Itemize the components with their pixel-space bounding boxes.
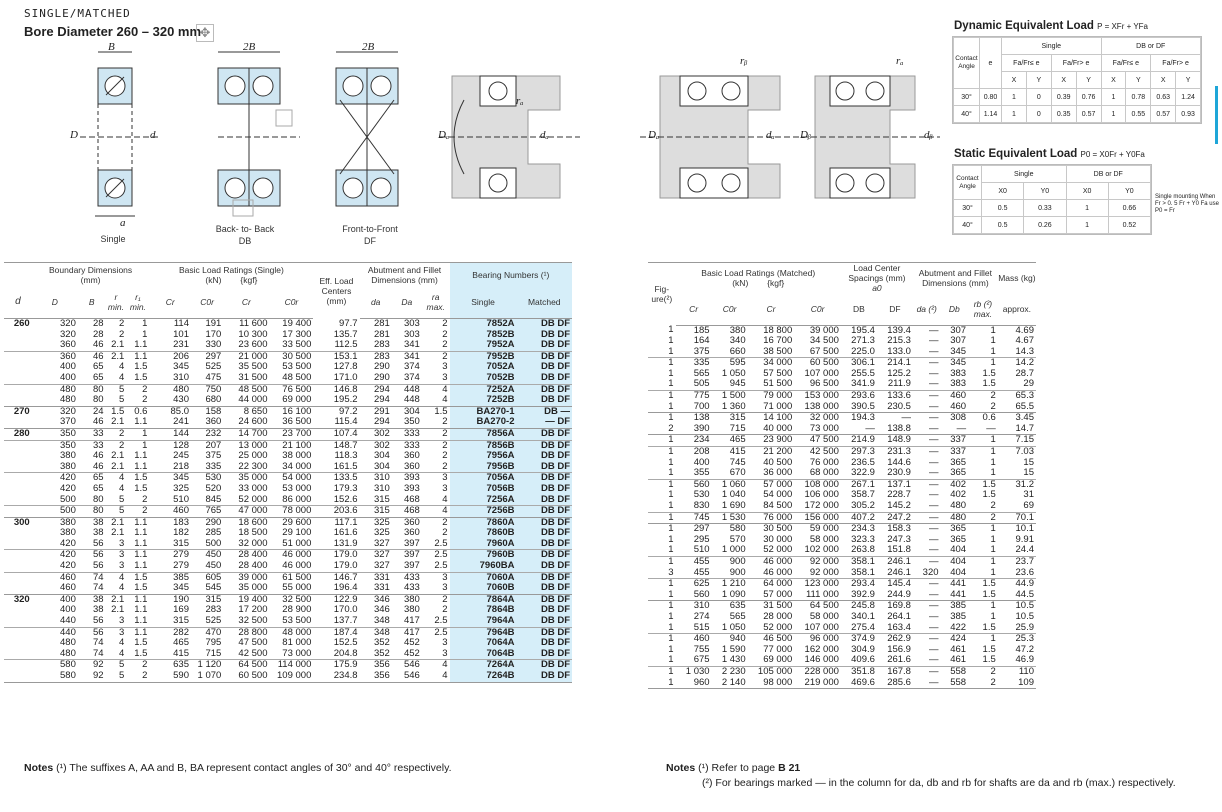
- table-row: 460 74 4 1.5 385 605 39 000 61 500 146.7 331 433 3 7060A DB DF: [4, 572, 572, 583]
- label-d: d: [150, 129, 156, 141]
- table-row: 1 185 380 18 800 39 000 195.4 139.4 — 307 1 4.69: [668, 324, 1034, 336]
- table-row: 440 56 3 1.1 315 525 32 500 53 500 137.7 348 417 2.5 7964A DB DF: [60, 615, 570, 627]
- label-D: D: [70, 129, 78, 141]
- label-da-2: dₐ: [766, 129, 775, 141]
- table-row: 1 138 315 14 100 32 000 194.3 — — 308 0.6 3.45: [648, 413, 1036, 424]
- table-row: 1 460 940 46 500 96 000 374.9 262.9 — 424 1 25.3: [648, 634, 1036, 645]
- table-row: 320 28 2 1 101 170 10 300 17 300 135.7 281 303 2 7852B DB DF: [60, 328, 570, 340]
- table-row: 380 38 2.1 1.1 182 285 18 500 29 100 161.6 325 360 2 7860B DB DF: [60, 527, 570, 539]
- table-row: 1 830 1 690 84 500 172 000 305.2 145.2 — 480 2 69: [668, 500, 1034, 511]
- caption-db: DB: [238, 236, 252, 246]
- dynamic-load-title: Dynamic Equivalent Load P = XFr + YFa: [954, 20, 1148, 32]
- table-row: 400 65 4 1.5 310 475 31 500 48 500 171.0 290 374 3 7052B DB DF: [60, 371, 570, 383]
- table-row: 2 390 715 40 000 73 000 — 138.8 — — — 14.7: [668, 422, 1034, 434]
- dynamic-row: 40° 1.14 1 0 0.35 0.57 1 0.55 0.57 0.93: [954, 106, 1201, 123]
- table-row: 1 505 945 51 500 96 500 341.9 211.9 — 383 1.5 29: [668, 378, 1034, 390]
- df-bearing-drawing: [336, 52, 398, 206]
- table-row: 420 65 4 1.5 345 530 35 000 54 000 133.5 310 393 3 7056A DB DF: [4, 473, 572, 484]
- table-row: 1 515 1 050 52 000 107 000 275.4 163.4 — 422 1.5 25.9: [668, 621, 1034, 633]
- label-rb: rᵦ: [740, 55, 748, 67]
- table-row: 500 80 5 2 510 845 52 000 86 000 152.6 315 468 4 7256A DB DF: [60, 493, 570, 505]
- notes-right-1: Notes (¹) Refer to page B 21: [666, 762, 801, 774]
- single-bearing-drawing: [80, 52, 160, 216]
- notes-right-2: (²) For bearings marked — in the column for da, db and rb for shafts are da and rb (max.) respectively.: [702, 777, 1176, 789]
- static-row: 40° 0.5 0.26 1 0.52: [954, 217, 1151, 234]
- table-row: 400 38 2.1 1.1 169 283 17 200 28 900 170.0 346 380 2 7864B DB DF: [60, 604, 570, 616]
- table-row: 350 33 2 1 128 207 13 000 21 100 148.7 302 333 2 7856B DB DF: [4, 440, 572, 451]
- table-row: 1 297 580 30 500 59 000 234.3 158.3 — 365 1 10.1: [648, 524, 1036, 535]
- table-row: 1 625 1 210 64 000 123 000 293.4 145.4 — 441 1.5 44.9: [648, 579, 1036, 590]
- table-row: 320 400 38 2.1 1.1 190 315 19 400 32 500 122.9 346 380 2 7864A DB DF: [4, 594, 572, 605]
- caption-front: Front-to-Front: [342, 224, 398, 234]
- label-Da: Dₐ: [438, 129, 450, 141]
- dynamic-row: 30° 0.80 1 0 0.39 0.76 1 0.78 0.63 1.24: [954, 89, 1201, 106]
- table-row: 1 295 570 30 000 58 000 323.3 247.3 — 365 1 9.91: [668, 533, 1034, 545]
- caption-df: DF: [364, 236, 376, 246]
- label-2B: 2B: [243, 41, 256, 53]
- matched-ratings-table: Fig-ure(²) Basic Load Ratings (Matched) (kN) {kgf} Load Center Spacings (mm) a0 Abutment and Fillet Dimensions (mm) Mass (kg) Cr C0r Cr C0r DB DF da (²) Db rb (²) max. approx. 1 185 380 18 800 39 000 195.4 139.4 — 307 1 4.69 1 164 340 16 700 34 500 271.3 215.3 — 307 1 4.67 1 375 660 38 500 67 500 225.0 133.0 — 345 1 14.3 1 335 595 34 000 60 500 306.1 214.1 — 345 1 14.2 1 565 1 050 57 500 107 000 255.5 125.2 — 383 1.5 28.7 1 505 945 51 500 96 500 341.9 211.9 — 383 1.5 29 1 775 1 500 79 000 153 000 293.6 133.6 — 460 2 65.3 1 700 1 360 71 000 138 000 390.5 230.5 — 460 2 65.5 1 138 315 14 100 32 000 194.3 — — 308 0.6 3.45 2 390 715 40 000 73 000 — 138.8 — — — 14.7 1 234 465 23 900 47 500 214.9 148.9 — 337 1 7.15 1 208 415 21 200 42 500 297.3 231.3 — 337 1 7.03 1 400 745 40 500 76 000 236.5 144.6 — 365 1 15 1 355 670 36 000 68 000 322.9 230.9 — 365 1 15 1 560 1 060 57 000 108 000 267.1 137.1 — 402 1.5 31.2 1 530 1 040 54 000 106 000 358.7 228.7 — 402 1.5 31 1 830 1 690 84 500 172 000 305.2 145.2 — 480 2 69 1 745 1 530 76 000 156 000 407.2 247.2 — 480 2 70.1 1 297 580 30 500 59 000 234.3 158.3 — 365 1 10.1 1 295 570 30 000 58 000 323.3 247.3 — 365 1 9.91 1 510 1 000 52 000 102 000 263.8 151.8 — 404 1 24.4 1 455 900 46 000 92 000 358.1 246.1 — 404 1 23.7 3 455 900 46 000 92 000 358.1 246.1 320 404 1 23.6 1 625 1 210 64 000 123 000 293.4 145.4 — 441 1.5 44.9 1 560 1 090 57 000 111 000 392.9 244.9 — 441 1.5 44.5 1 310 635 31 500 64 500 245.8 169.8 — 385 1 10.5 1 274 565 28 000 58 000 340.1 264.1 — 385 1 10.5 1 515 1 050 52 000 107 000 275.4 163.4 — 422 1.5 25.9 1 460 940 46 500 96 000 374.9 262.9 — 424 1 25.3 1 755 1 590 77 000 162 000 304.9 156.9 — 461 1.5 47.2 1 675 1 430 69 000 146 000 409.6 261.6 — 461 1.5 46.9 1 1 030 2 230 105 000 228 000 351.8 167.8 — 558 2 110 1 960 2 140 98 000 219 000 469.6 285.6 — 558 2 109: [648, 262, 1036, 689]
- table-row: 1 375 660 38 500 67 500 225.0 133.0 — 345 1 14.3: [668, 345, 1034, 357]
- table-row: 480 80 5 2 430 680 44 000 69 000 195.2 294 448 4 7252B DB DF: [60, 394, 570, 406]
- dynamic-load-table: Contact Angle e Single DB or DF Fa/Fr≤ e Fa/Fr> e Fa/Fr≤ e Fa/Fr> e X Y X Y X Y X Y 30° 0.80 1 0 0.39 0.76 1 0.78 0.63 1.24 40° 1.14 1 0 0.35 0.57 1 0.55 0.57 0.93: [952, 36, 1202, 124]
- table-row: 1 560 1 090 57 000 111 000 392.9 244.9 — 441 1.5 44.5: [668, 588, 1034, 600]
- label-a: a: [120, 217, 126, 229]
- table-row: 1 400 745 40 500 76 000 236.5 144.6 — 365 1 15: [668, 456, 1034, 468]
- table-row: 360 46 2.1 1.1 206 297 21 000 30 500 153.1 283 341 2 7952B DB DF: [4, 351, 572, 362]
- move-icon[interactable]: ✥: [196, 24, 214, 42]
- static-load-table: Contact Angle Single DB or DF X0 Y0 X0 Y0 30° 0.5 0.33 1 0.66 40° 0.5 0.26 1 0.52: [952, 164, 1152, 235]
- table-row: 480 74 4 1.5 465 795 47 500 81 000 152.5 352 452 3 7064A DB DF: [60, 637, 570, 649]
- table-row: 380 46 2.1 1.1 245 375 25 000 38 000 118.3 304 360 2 7956A DB DF: [60, 450, 570, 462]
- table-row: 1 960 2 140 98 000 219 000 469.6 285.6 — 558 2 109: [648, 678, 1036, 689]
- table-row: 580 92 5 2 635 1 120 64 500 114 000 175.9 356 546 4 7264A DB DF: [4, 660, 572, 671]
- table-row: 1 455 900 46 000 92 000 358.1 246.1 — 404 1 23.7: [648, 556, 1036, 567]
- table-row: 1 675 1 430 69 000 146 000 409.6 261.6 — 461 1.5 46.9: [668, 654, 1034, 666]
- label-ra: rₐ: [516, 95, 524, 107]
- label-B: B: [108, 41, 115, 53]
- table-row: 1 208 415 21 200 42 500 297.3 231.3 — 337 1 7.03: [648, 447, 1036, 458]
- table-row: 1 700 1 360 71 000 138 000 390.5 230.5 — 460 2 65.5: [668, 400, 1034, 412]
- matched-mounted-drawings: [640, 40, 950, 230]
- label-Da-2: Dₐ: [648, 129, 660, 141]
- static-load-title: Static Equivalent Load P0 = X0Fr + Y0Fa: [954, 148, 1145, 160]
- static-load-note: Single mounting When Fr > 0. 5 Fr + Y0 Fa use P0 = Fr: [1155, 194, 1219, 214]
- bearing-dimensions-table: Boundary Dimensions (mm) Basic Load Ratings (Single) (kN) {kgf} Eff. Load Centers (mm) Abutment and Fillet Dimensions (mm) Bearing Numbers (¹) d D B r min. r₁ min. Cr C0r Cr C0r da Da ra max. Single Matched 260 320 28 2 1 114 191 11 600 19 400 97.7 281 303 2 7852A DB DF 320 28 2 1 101 170 10 300 17 300 135.7 281 303 2 7852B DB DF 360 46 2.1 1.1 231 330 23 600 33 500 112.5 283 341 2 7952A DB DF 360 46 2.1 1.1 206 297 21 000 30 500 153.1 283 341 2 7952B DB DF 400 65 4 1.5 345 525 35 500 53 500 127.8 290 374 3 7052A DB DF 400 65 4 1.5 310 475 31 500 48 500 171.0 290 374 3 7052B DB DF 480 80 5 2 480 750 48 500 76 500 146.8 294 448 4 7252A DB DF 480 80 5 2 430 680 44 000 69 000 195.2 294 448 4 7252B DB DF 270 320 24 1.5 0.6 85.0 158 8 650 16 100 97.2 291 304 1.5 BA270-1 DB — 370 46 2.1 1.1 241 360 24 600 36 500 115.4 294 350 2 BA270-2 — DF 280 350 33 2 1 144 232 14 700 23 700 107.4 302 333 2 7856A DB DF 350 33 2 1 128 207 13 000 21 100 148.7 302 333 2 7856B DB DF 380 46 2.1 1.1 245 375 25 000 38 000 118.3 304 360 2 7956A DB DF 380 46 2.1 1.1 218 335 22 300 34 000 161.5 304 360 2 7956B DB DF 420 65 4 1.5 345 530 35 000 54 000 133.5 310 393 3 7056A DB DF 420 65 4 1.5 325 520 33 000 53 000 179.3 310 393 3 7056B DB DF 500 80 5 2 510 845 52 000 86 000 152.6 315 468 4 7256A DB DF 500 80 5 2 460 765 47 000 78 000 203.6 315 468 4 7256B DB DF 300 380 38 2.1 1.1 183 290 18 600 29 600 117.1 325 360 2 7860A DB DF 380 38 2.1 1.1 182 285 18 500 29 100 161.6 325 360 2 7860B DB DF 420 56 3 1.1 315 500 32 000 51 000 131.9 327 397 2.5 7960A DB DF 420 56 3 1.1 279 450 28 400 46 000 179.0 327 397 2.5 7960B DB DF 420 56 3 1.1 279 450 28 400 46 000 179.0 327 397 2.5 7960BA DB DF 460 74 4 1.5 385 605 39 000 61 500 146.7 331 433 3 7060A DB DF 460 74 4 1.5 345 545 35 000 55 000 196.4 331 433 3 7060B DB DF 320 400 38 2.1 1.1 190 315 19 400 32 500 122.9 346 380 2 7864A DB DF 400 38 2.1 1.1 169 283 17 200 28 900 170.0 346 380 2 7864B DB DF 440 56 3 1.1 315 525 32 500 53 500 137.7 348 417 2.5 7964A DB DF 440 56 3 1.1 282 470 28 800 48 000 187.4 348 417 2.5 7964B DB DF 480 74 4 1.5 465 795 47 500 81 000 152.5 352 452 3 7064A DB DF 480 74 4 1.5 415 715 42 500 73 000 204.8 352 452 3 7064B DB DF 580 92 5 2 635 1 120 64 500 114 000 175.9 356 546 4 7264A DB DF 580 92 5 2 590 1 070 60 500 109 000 234.8 356 546 4 7264B DB DF: [4, 262, 572, 683]
- table-row: 1 755 1 590 77 000 162 000 304.9 156.9 — 461 1.5 47.2: [668, 643, 1034, 655]
- table-row: 420 56 3 1.1 279 450 28 400 46 000 179.0 327 397 2.5 7960BA DB DF: [60, 560, 570, 572]
- table-row: 1 310 635 31 500 64 500 245.8 169.8 — 385 1 10.5: [648, 601, 1036, 612]
- table-row: 1 745 1 530 76 000 156 000 407.2 247.2 — 480 2 70.1: [648, 512, 1036, 524]
- table-row: 1 335 595 34 000 60 500 306.1 214.1 — 345 1 14.2: [648, 358, 1036, 369]
- table-row: 460 74 4 1.5 345 545 35 000 55 000 196.4 331 433 3 7060B DB DF: [60, 582, 570, 594]
- mounted-single-drawing: [440, 76, 580, 198]
- table-row: 480 80 5 2 480 750 48 500 76 500 146.8 294 448 4 7252A DB DF: [4, 384, 572, 395]
- table-row: 1 530 1 040 54 000 106 000 358.7 228.7 — 402 1.5 31: [668, 489, 1034, 501]
- label-db: dᵦ: [924, 129, 933, 141]
- table-row: 420 65 4 1.5 325 520 33 000 53 000 179.3 310 393 3 7056B DB DF: [60, 482, 570, 494]
- table-row: 1 274 565 28 000 58 000 340.1 264.1 — 385 1 10.5: [668, 610, 1034, 622]
- table-row: 400 65 4 1.5 345 525 35 500 53 500 127.8 290 374 3 7052A DB DF: [60, 361, 570, 373]
- table-row: 300 380 38 2.1 1.1 183 290 18 600 29 600 117.1 325 360 2 7860A DB DF: [4, 517, 572, 528]
- label-ra-2: rₐ: [896, 55, 904, 67]
- label-2B-df: 2B: [362, 41, 375, 53]
- table-row: 480 74 4 1.5 415 715 42 500 73 000 204.8 352 452 3 7064B DB DF: [60, 647, 570, 659]
- table-row: 1 775 1 500 79 000 153 000 293.6 133.6 — 460 2 65.3: [648, 391, 1036, 402]
- table-row: 380 46 2.1 1.1 218 335 22 300 34 000 161.5 304 360 2 7956B DB DF: [60, 460, 570, 472]
- table-row: 420 56 3 1.1 315 500 32 000 51 000 131.9 327 397 2.5 7960A DB DF: [60, 537, 570, 549]
- table-row: 1 560 1 060 57 000 108 000 267.1 137.1 — 402 1.5 31.2: [648, 479, 1036, 490]
- table-row: 1 1 030 2 230 105 000 228 000 351.8 167.8 — 558 2 110: [648, 666, 1036, 677]
- notes-left: Notes (¹) The suffixes A, AA and B, BA represent contact angles of 30° and 40° respectively.: [24, 762, 452, 774]
- table-row: 580 92 5 2 590 1 070 60 500 109 000 234.8 356 546 4 7264B DB DF: [4, 671, 572, 682]
- page-title: Bore Diameter 260 – 320 mm: [24, 24, 202, 39]
- table-row: 440 56 3 1.1 282 470 28 800 48 000 187.4 348 417 2.5 7964B DB DF: [4, 627, 572, 638]
- caption-back: Back- to- Back: [215, 224, 275, 234]
- table-row: 3 455 900 46 000 92 000 358.1 246.1 320 404 1 23.6: [668, 566, 1034, 578]
- page-tab-marker: [1215, 86, 1218, 144]
- table-row: 1 510 1 000 52 000 102 000 263.8 151.8 — 404 1 24.4: [668, 544, 1034, 556]
- table-row: 280 350 33 2 1 144 232 14 700 23 700 107.4 302 333 2 7856A DB DF: [4, 428, 572, 440]
- table-row: 1 355 670 36 000 68 000 322.9 230.9 — 365 1 15: [668, 467, 1034, 479]
- table-row: 1 234 465 23 900 47 500 214.9 148.9 — 337 1 7.15: [648, 435, 1036, 447]
- table-row: 270 320 24 1.5 0.6 85.0 158 8 650 16 100 97.2 291 304 1.5 BA270-1 DB —: [4, 406, 572, 417]
- caption-single: Single: [100, 234, 126, 244]
- table-row: 360 46 2.1 1.1 231 330 23 600 33 500 112.5 283 341 2 7952A DB DF: [60, 339, 570, 351]
- category-label: SINGLE/MATCHED: [24, 7, 131, 20]
- table-row: 500 80 5 2 460 765 47 000 78 000 203.6 315 468 4 7256B DB DF: [4, 506, 572, 518]
- table-row: 1 164 340 16 700 34 500 271.3 215.3 — 307 1 4.67: [668, 335, 1034, 347]
- label-da: dₐ: [540, 129, 549, 141]
- table-row: 420 56 3 1.1 279 450 28 400 46 000 179.0 327 397 2.5 7960B DB DF: [4, 550, 572, 561]
- bearing-drawings: [40, 40, 640, 230]
- db-bearing-drawing: [218, 52, 300, 216]
- static-row: 30° 0.5 0.33 1 0.66: [954, 200, 1151, 217]
- label-Db: Dᵦ: [800, 129, 812, 141]
- table-row: 1 565 1 050 57 500 107 000 255.5 125.2 — 383 1.5 28.7: [668, 367, 1034, 379]
- table-row: 260 320 28 2 1 114 191 11 600 19 400 97.7 281 303 2 7852A DB DF: [13, 317, 570, 329]
- table-row: 370 46 2.1 1.1 241 360 24 600 36 500 115.4 294 350 2 BA270-2 — DF: [60, 416, 570, 428]
